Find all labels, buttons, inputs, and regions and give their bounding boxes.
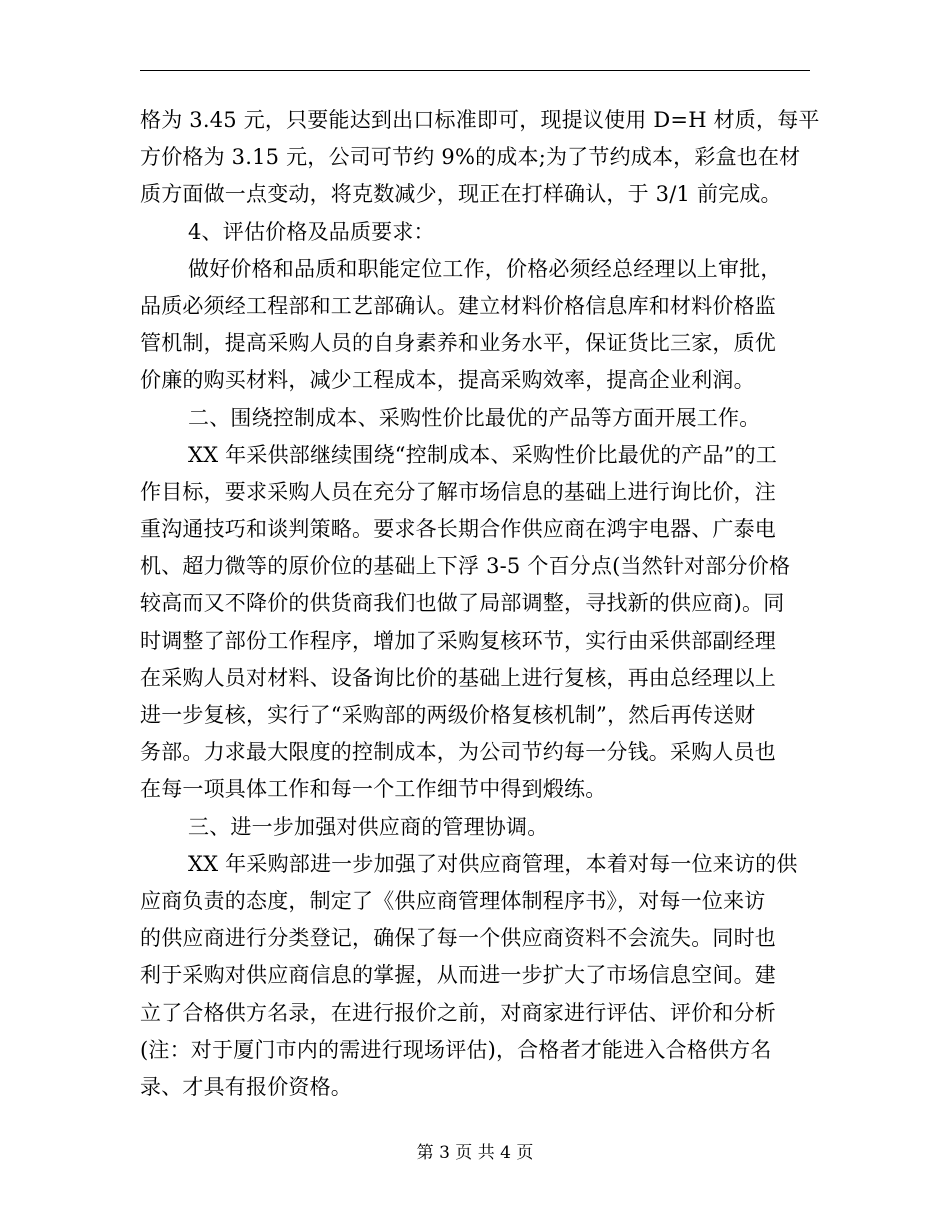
text-line: 在采购人员对材料、设备询比价的基础上进行复核，再由总经理以上 [140, 665, 776, 690]
header-rule [140, 70, 810, 71]
document-body [140, 102, 820, 1106]
text-line: 品质必须经工程部和工艺部确认。建立材料价格信息库和材料价格监 [140, 293, 776, 318]
text-line: 方价格为 3.15 元，公司可节约 9%的成本;为了节约成本，彩盒也在材 [140, 145, 801, 170]
text-line: 利于采购对供应商信息的掌握，从而进一步扩大了市场信息空间。建 [140, 963, 776, 988]
text-line: 格为 3.45 元，只要能达到出口标准即可，现提议使用 D=H 材质，每平 [140, 108, 820, 132]
text-line: 立了合格供方名录，在进行报价之前，对商家进行评估、评价和分析 [140, 1000, 776, 1025]
text-line: 应商负责的态度，制定了《供应商管理体制程序书》，对每一位来访 [140, 888, 766, 913]
text-line: 录、才具有报价资格。 [140, 1074, 352, 1099]
text-line: 在每一项具体工作和每一个工作细节中得到煅练。 [140, 777, 607, 802]
text-line: 质方面做一点变动，将克数减少，现正在打样确认，于 3/1 前完成。 [140, 182, 782, 207]
text-line: 进一步复核，实行了“采购部的两级价格复核机制”，然后再传送财 [140, 703, 756, 727]
text-line: 做好价格和品质和职能定位工作，价格必须经总经理以上审批， [188, 256, 782, 281]
text-line: 时调整了部份工作程序，增加了采购复核环节，实行由采供部副经理 [140, 628, 776, 653]
text-line: 较高而又不降价的供货商我们也做了局部调整，寻找新的供应商)。同 [140, 591, 785, 616]
text-line: 作目标，要求采购人员在充分了解市场信息的基础上进行询比价，注 [140, 479, 776, 504]
section-heading: 4、评估价格及品质要求： [188, 219, 435, 244]
text-line: 务部。力求最大限度的控制成本，为公司节约每一分钱。采购人员也 [140, 740, 776, 765]
text-line: 管机制，提高采购人员的自身素养和业务水平，保证货比三家，质优 [140, 331, 776, 356]
text-line: 价廉的购买材料，减少工程成本，提高采购效率，提高企业利润。 [140, 368, 755, 393]
text-line: 机、超力微等的原价位的基础上下浮 3-5 个百分点(当然针对部分价格 [140, 554, 791, 579]
text-line: XX 年采购部进一步加强了对供应商管理，本着对每一位来访的供 [188, 851, 798, 876]
text-line: (注：对于厦门市内的需进行现场评估)，合格者才能进入合格供方名 [140, 1037, 772, 1062]
text-line: XX 年采供部继续围绕“控制成本、采购性价比最优的产品”的工 [188, 442, 778, 467]
section-heading: 三、进一步加强对供应商的管理协调。 [188, 814, 549, 839]
section-heading: 二、围绕控制成本、采购性价比最优的产品等方面开展工作。 [188, 405, 761, 430]
page-number: 第 3 页 共 4 页 [416, 1143, 534, 1163]
text-line: 的供应商进行分类登记，确保了每一个供应商资料不会流失。同时也 [140, 926, 776, 951]
text-line: 重沟通技巧和谈判策略。要求各长期合作供应商在鸿宇电器、广泰电 [140, 517, 776, 542]
